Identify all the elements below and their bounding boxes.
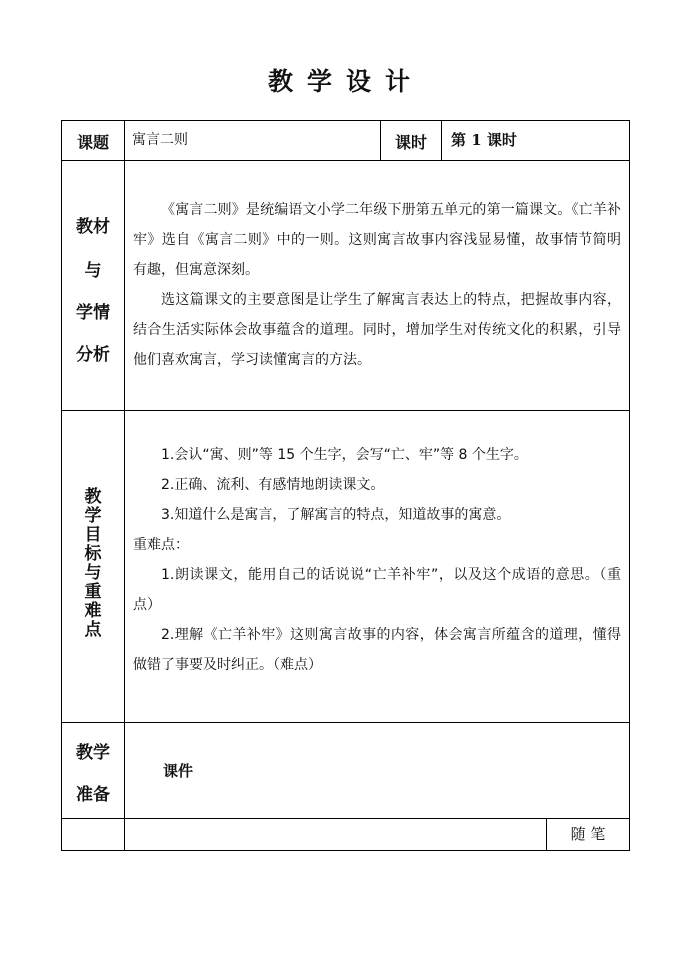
goals-label-char: 重 bbox=[84, 582, 102, 602]
goals-label-char: 与 bbox=[84, 563, 102, 583]
topic-label: 课题 bbox=[76, 133, 109, 152]
goals-label-char: 难 bbox=[84, 601, 102, 621]
analysis-text bbox=[133, 195, 621, 375]
analysis-label-line: 分析 bbox=[76, 345, 110, 365]
prep-label-line: 准备 bbox=[76, 785, 110, 805]
goals-text bbox=[133, 440, 621, 680]
goal-item: 2.正确、流利、有感情地朗读课文。 bbox=[161, 477, 385, 493]
analysis-label-line: 教材 bbox=[76, 217, 110, 237]
goals-label-char: 点 bbox=[84, 620, 102, 640]
goal-item: 1.会认“寓、则”等 15 个生字，会写“亡、牢”等 8 个生字。 bbox=[161, 447, 528, 463]
key-point-item: 2.理解《亡羊补牢》这则寓言故事的内容，体会寓言所蕴含的道理，懂得做错了事要及时纠正。（难点） bbox=[133, 627, 621, 673]
goals-label-char: 目 bbox=[84, 525, 102, 545]
topic-value: 寓言二则 bbox=[132, 132, 188, 148]
period-value: 第 1 课时 bbox=[451, 131, 517, 149]
page-title: 教学设计 bbox=[267, 67, 424, 96]
goals-label bbox=[62, 488, 124, 640]
analysis-paragraph: 选这篇课文的主要意图是让学生了解寓言表达上的特点，把握故事内容，结合生活实际体会故事蕴含的道理。同时，增加学生对传统文化的积累，引导他们喜欢寓言，学习读懂寓言的方法。 bbox=[133, 292, 621, 368]
prep-label-line: 教学 bbox=[76, 743, 110, 763]
goals-label-char: 标 bbox=[84, 544, 102, 564]
notes-label: 随 笔 bbox=[570, 825, 606, 843]
analysis-paragraph: 《寓言二则》是统编语文小学二年级下册第五单元的第一篇课文。《亡羊补牢》选自《寓言二则》中的一则。这则寓言故事内容浅显易懂，故事情节简明有趣，但寓意深刻。 bbox=[133, 202, 621, 278]
key-point-item: 1.朗读课文，能用自己的话说说“亡羊补牢”，以及这个成语的意思。（重点） bbox=[133, 567, 621, 613]
key-points-heading: 重难点： bbox=[133, 537, 189, 553]
goals-label-char: 教 bbox=[84, 487, 102, 507]
goal-item: 3.知道什么是寓言，了解寓言的特点，知道故事的寓意。 bbox=[161, 507, 511, 523]
prep-value: 课件 bbox=[163, 762, 194, 780]
analysis-label-line: 与 bbox=[84, 261, 102, 281]
period-label: 课时 bbox=[394, 133, 427, 152]
analysis-label-line: 学情 bbox=[76, 303, 110, 323]
goals-label-char: 学 bbox=[84, 506, 102, 526]
